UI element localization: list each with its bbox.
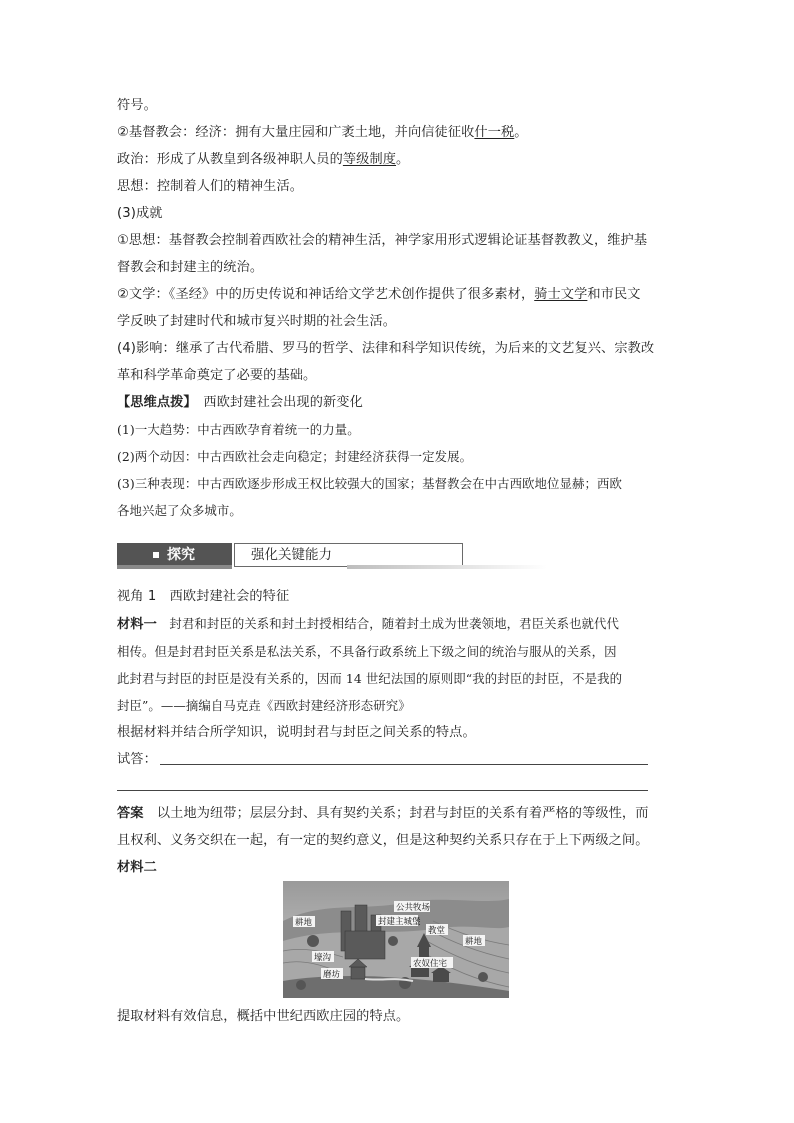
text-line: 学反映了封建时代和城市复兴时期的社会生活。 <box>117 314 397 329</box>
text-line: 符号。 <box>117 98 157 113</box>
document-body <box>117 92 677 524</box>
answer-spacer <box>117 773 677 800</box>
material-label: 材料一 <box>117 617 157 632</box>
text-line: 革和科学革命奠定了必要的基础。 <box>117 368 317 383</box>
manor-illustration <box>283 881 509 998</box>
text-line: (4)影响：继承了古代希腊、罗马的哲学、法律和科学知识传统，为后来的文艺复兴、宗教改 <box>117 341 655 356</box>
text-line: 督教会和封建主的统治。 <box>117 260 264 275</box>
tip-item: 各地兴起了众多城市。 <box>117 503 242 518</box>
write-in-line[interactable] <box>117 790 648 791</box>
text-line: 思想：控制着人们的精神生活。 <box>117 179 304 194</box>
answer-line: 答案 以土地为纽带；层层分封、具有契约关系；封君与封臣的关系有着严格的等级性，而 <box>117 806 649 821</box>
banner-subtitle: 强化关键能力 <box>251 547 332 563</box>
image-label: 磨坊 <box>323 970 341 980</box>
answer-line: 且权利、义务交织在一起，有一定的契约意义，但是这种契约关系只存在于上下两级之间。 <box>117 833 649 848</box>
tip-item: (2)两个动因：中古西欧社会走向稳定；封建经济获得一定发展。 <box>117 449 473 464</box>
banner-title: 探究 <box>167 547 195 563</box>
question-2: 提取材料有效信息，概括中世纪西欧庄园的特点。 <box>117 1009 410 1024</box>
image-label: 封建主城堡 <box>378 917 421 927</box>
section-banner <box>117 543 433 567</box>
section-body <box>117 583 677 881</box>
answer-label: 答案 <box>117 806 144 821</box>
underlined-term: 等级制度 <box>342 152 397 167</box>
section-heading: 视角 1 西欧封建社会的特征 <box>117 589 290 604</box>
material-1-line: 相传。但是封君封臣关系是私法关系，不具备行政系统上下级之间的统治与服从的关系，因 <box>117 644 617 659</box>
underlined-term: 骑士文学 <box>534 287 588 302</box>
text-line: 政治：形成了从教皇到各级神职人员的等级制度。 <box>117 152 410 167</box>
write-in-line[interactable] <box>160 764 648 765</box>
image-label: 壕沟 <box>314 953 332 963</box>
material-1-line: 封臣”。——摘编自马克垚《西欧封建经济形态研究》 <box>117 698 411 713</box>
image-label: 教堂 <box>428 926 446 936</box>
question: 根据材料并结合所学知识，说明封君与封臣之间关系的特点。 <box>117 725 476 740</box>
image-label: 公共牧场 <box>396 903 431 913</box>
material-2-label: 材料二 <box>117 860 157 875</box>
underlined-term: 什一税 <box>474 125 515 140</box>
material-1-line: 材料一 封君和封臣的关系和封土封授相结合，随着封土成为世袭领地，君臣关系也就代代 <box>117 616 620 632</box>
text-line: ②文学：《圣经》中的历史传说和神话给文学艺术创作提供了很多素材，骑士文学和市民文 <box>117 287 641 302</box>
text-line: ①思想：基督教会控制着西欧社会的精神生活，神学家用形式逻辑论证基督教教义，维护基 <box>117 233 648 248</box>
image-label: 农奴住宅 <box>413 959 448 969</box>
image-label: 耕地 <box>465 937 483 947</box>
material-1-line: 此封君与封臣的封臣是没有关系的，因而 14 世纪法国的原则即“我的封臣的封臣，不是我的 <box>117 671 623 686</box>
text-line: (3)成就 <box>117 206 163 221</box>
image-label: 耕地 <box>295 918 313 928</box>
tip-heading: 【思维点拨】 西欧封建社会出现的新变化 <box>117 395 363 410</box>
tip-item: (3)三种表现：中古西欧逐步形成王权比较强大的国家；基督教会在中古西欧地位显赫；西欧 <box>117 476 622 491</box>
text-line: ②基督教会：经济：拥有大量庄园和广袤土地，并向信徒征收什一税。 <box>117 125 528 140</box>
tip-item: (1)一大趋势：中古西欧孕育着统一的力量。 <box>117 422 360 437</box>
square-bullet-icon <box>153 552 159 558</box>
try-answer-label: 试答： <box>117 752 157 767</box>
